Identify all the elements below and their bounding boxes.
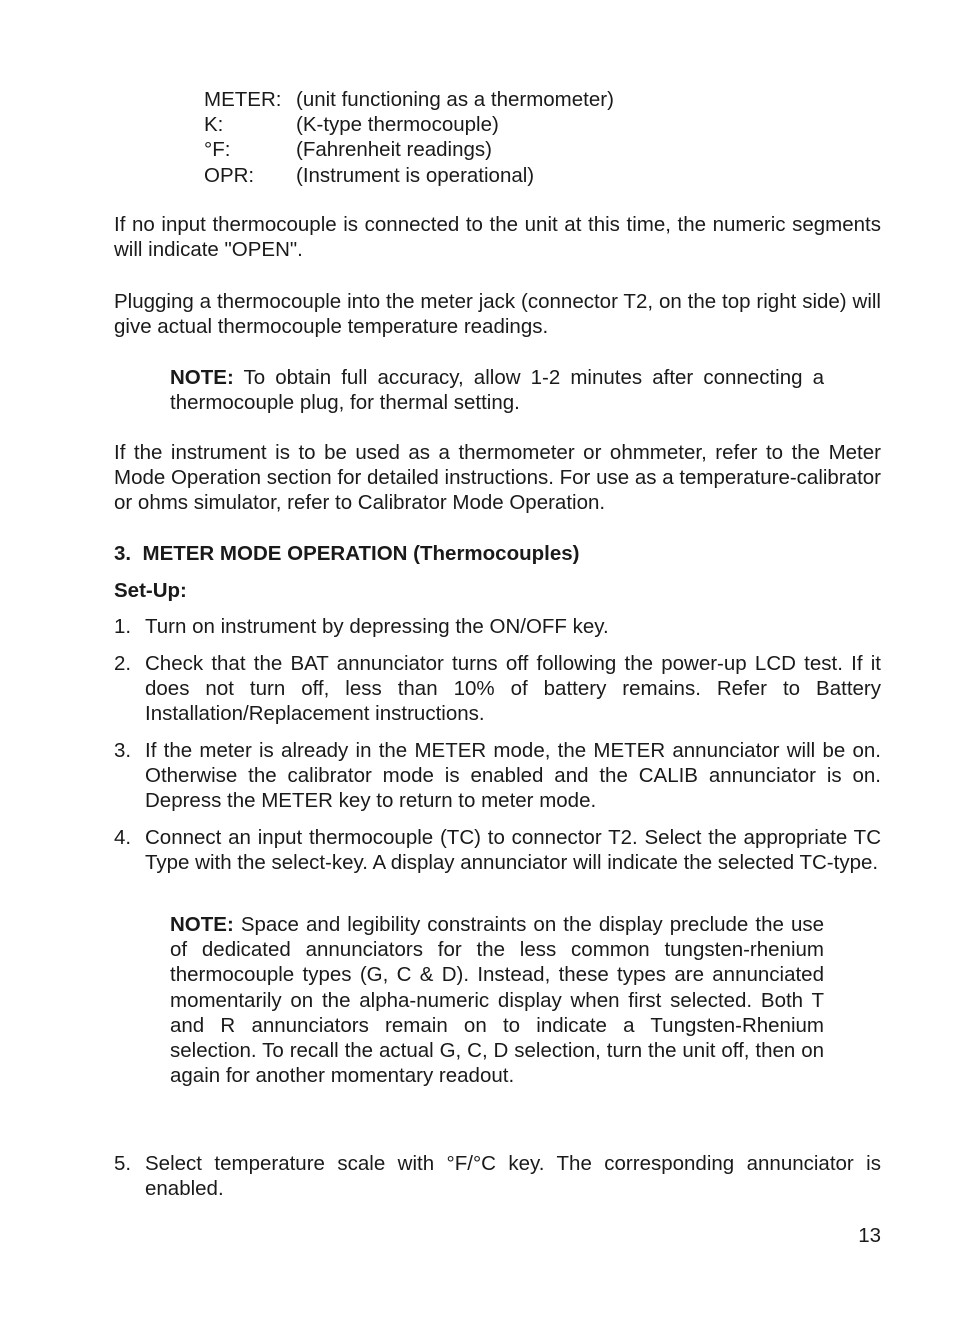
note-text: To obtain full accuracy, allow 1-2 minutes after connecting a thermocouple plug, for thermal setting. [170,366,824,415]
definition-term: °F: [204,138,231,162]
list-item-number: 4. [114,826,132,849]
definition-description: (Fahrenheit readings) [296,138,492,162]
list-item [114,825,881,875]
list-item-text: Select temperature scale with °F/°C key. The corresponding annunciator is enabled. [145,1152,881,1201]
definition-term: METER: [204,88,282,111]
definition-description: (unit functioning as a thermometer) [296,88,614,111]
paragraph-instrument-usage: If the instrument is to be used as a thermometer or ohmmeter, refer to the Meter Mode Operation section for detailed instructions. For use as a temperature-calibrator or ohms simulator, refer to Calibrator Mode Operation. [114,441,881,515]
note-accuracy [170,365,824,415]
annunciator-definitions [204,87,614,188]
list-item-number: 1. [114,615,132,638]
definition-term: K: [204,113,224,137]
list-item-number: 5. [114,1152,132,1175]
paragraph-open-input: If no input thermocouple is connected to the unit at this time, the numeric segments will indicate "OPEN". [114,213,881,262]
note-text: Space and legibility constraints on the display preclude the use of dedicated annunciators for the less common tungsten-rhenium thermocouple types (G, C & D). Instead, these types are annunciated momentarily on the alpha-numeric display when first selected. Both T and R annunciators remain on to indicate a Tungsten-Rhenium selection. To recall the actual G, C, D selection, turn the unit off, then on again for another momentary readout. [170,913,824,1088]
list-item-text: Connect an input thermocouple (TC) to connector T2. Select the appropriate TC Type with the select-key. A display annunciator will indicate the selected TC-type. [145,826,881,875]
note-label: NOTE: [170,366,234,389]
list-item [114,1151,881,1201]
list-item-number: 3. [114,739,132,762]
setup-subheading: Set-Up: [114,579,187,602]
list-item-text: Turn on instrument by depressing the ON/OFF key. [145,615,609,638]
definition-row [204,112,614,137]
list-item-text: If the meter is already in the METER mode, the METER annunciator will be on. Otherwise the calibrator mode is enabled and the CALIB annunciator is on. Depress the METER key to return to meter mode. [145,739,881,813]
note-tungsten-rhenium [170,912,824,1088]
list-item-number: 2. [114,652,132,675]
definition-row [204,163,614,188]
definition-term: OPR: [204,163,255,187]
list-item [114,738,881,814]
paragraph-plug-thermocouple: Plugging a thermocouple into the meter jack (connector T2, on the top right side) will give actual thermocouple temperature readings. [114,290,881,339]
definition-row [204,87,614,112]
definition-description: (Instrument is operational) [296,163,535,187]
list-item [114,651,881,727]
list-item [114,614,881,639]
definition-description: (K-type thermocouple) [296,113,499,137]
definition-row [204,137,614,162]
page-number: 13 [858,1224,881,1247]
section-heading: 3. METER MODE OPERATION (Thermocouples) [114,542,580,565]
note-label: NOTE: [170,913,234,936]
list-item-text: Check that the BAT annunciator turns off following the power-up LCD test. If it does not turn off, less than 10% of battery remains. Refer to Battery Installation/Replacement instructions. [145,652,881,726]
